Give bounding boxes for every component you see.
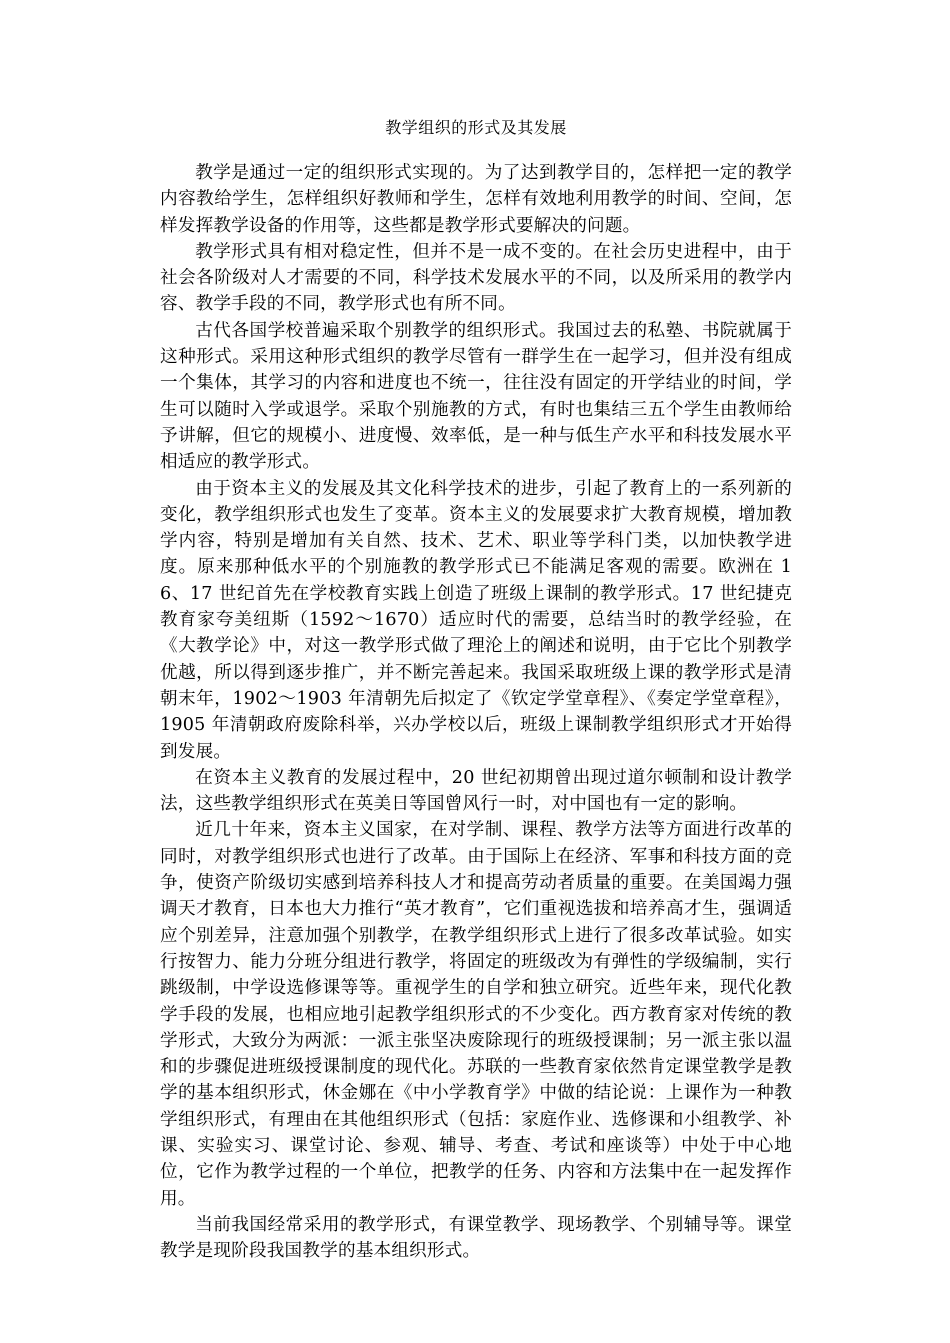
document-title: 教学组织的形式及其发展 [385,118,567,137]
paragraph-2: 教学形式具有相对稳定性，但并不是一成不变的。在社会历史进程中，由于社会各阶级对人才需要的不同，科学技术发展水平的不同，以及所采用的教学内容、教学手段的不同，教学形式也有所不同。 [160,241,792,315]
paragraph-4: 由于资本主义的发展及其文化科学技术的进步，引起了教育上的一系列新的变化，教学组织形式也发生了变革。资本主义的发展要求扩大教育规模，增加教学内容，特别是增加有关自然、技术、艺术、职业等学科门类，以加快教学进度。原来那种低水平的个别施教的教学形式已不能满足客观的需要。欧洲在 16、17 世纪首先在学校教育实践上创造了班级上课制的教学形式。17 世纪捷克教育家夸美纽斯（1592～1670）适应时代的需要，总结当时的教学经验，在《大教学论》中，对这一教学形式做了理沦上的阐述和说明，由于它比个别教学优越，所以得到逐步推广，并不断完善起来。我国采取班级上课的教学形式是清朝末年，1902～1903 年清朝先后拟定了《钦定学堂章程》、《奏定学堂章程》，1905 年清朝政府废除科举，兴办学校以后，班级上课制教学组织形式才开始得到发展。 [160,478,792,762]
document-page [160,118,792,1264]
paragraph-1: 教学是通过一定的组织形式实现的。为了达到教学目的，怎样把一定的教学内容教给学生，怎样组织好教师和学生，怎样有效地利用教学的时间、空间，怎样发挥教学设备的作用等，这些都是教学形式要解决的问题。 [160,163,792,236]
paragraph-7: 当前我国经常采用的教学形式，有课堂教学、现场教学、个别辅导等。课堂教学是现阶段我国教学的基本组织形式。 [160,1214,792,1262]
paragraph-3: 古代各国学校普遍采取个别教学的组织形式。我国过去的私塾、书院就属于这种形式。采用这种形式组织的教学尽管有一群学生在一起学习，但并没有组成一个集体，其学习的内容和进度也不统一，往往没有固定的开学结业的时间，学生可以随时入学或退学。采取个别施教的方式，有时也集结三五个学生由教师给予讲解，但它的规模小、进度慢、效率低，是一种与低生产水平和科技发展水平相适应的教学形式。 [160,320,792,473]
paragraph-5: 在资本主义教育的发展过程中，20 世纪初期曾出现过道尔顿制和设计教学法，这些教学组织形式在英美日等国曾风行一时，对中国也有一定的影响。 [160,767,792,815]
paragraph-6: 近几十年来，资本主义国家，在对学制、课程、教学方法等方面进行改革的同时，对教学组织形式也进行了改革。由于国际上在经济、军事和科技方面的竞争，使资产阶级切实感到培养科技人才和提高劳动者质量的重要。在美国竭力强调天才教育，日本也大力推行“英才教育”，它们重视选拔和培养高才生，强调适应个别差异，注意加强个别教学，在教学组织形式上进行了很多改革试验。如实行按智力、能力分班分组进行教学，将固定的班级改为有弹性的学级编制，实行跳级制，中学设选修课等等。重视学生的自学和独立研究。近些年来，现代化教学手段的发展，也相应地引起教学组织形式的不少变化。西方教育家对传统的教学形式，大致分为两派：一派主张坚决废除现行的班级授课制；另一派主张以温和的步骤促进班级授课制度的现代化。苏联的一些教育家依然肯定课堂教学是教学的基本组织形式，休金娜在《中小学教育学》中做的结论说：上课作为一种教学组织形式，有理由在其他组织形式（包括：家庭作业、选修课和小组教学、补课、实验实习、课堂讨论、参观、辅导、考查、考试和座谈等）中处于中心地位，它作为教学过程的一个单位，把教学的任务、内容和方法集中在一起发挥作用。 [160,820,792,1209]
